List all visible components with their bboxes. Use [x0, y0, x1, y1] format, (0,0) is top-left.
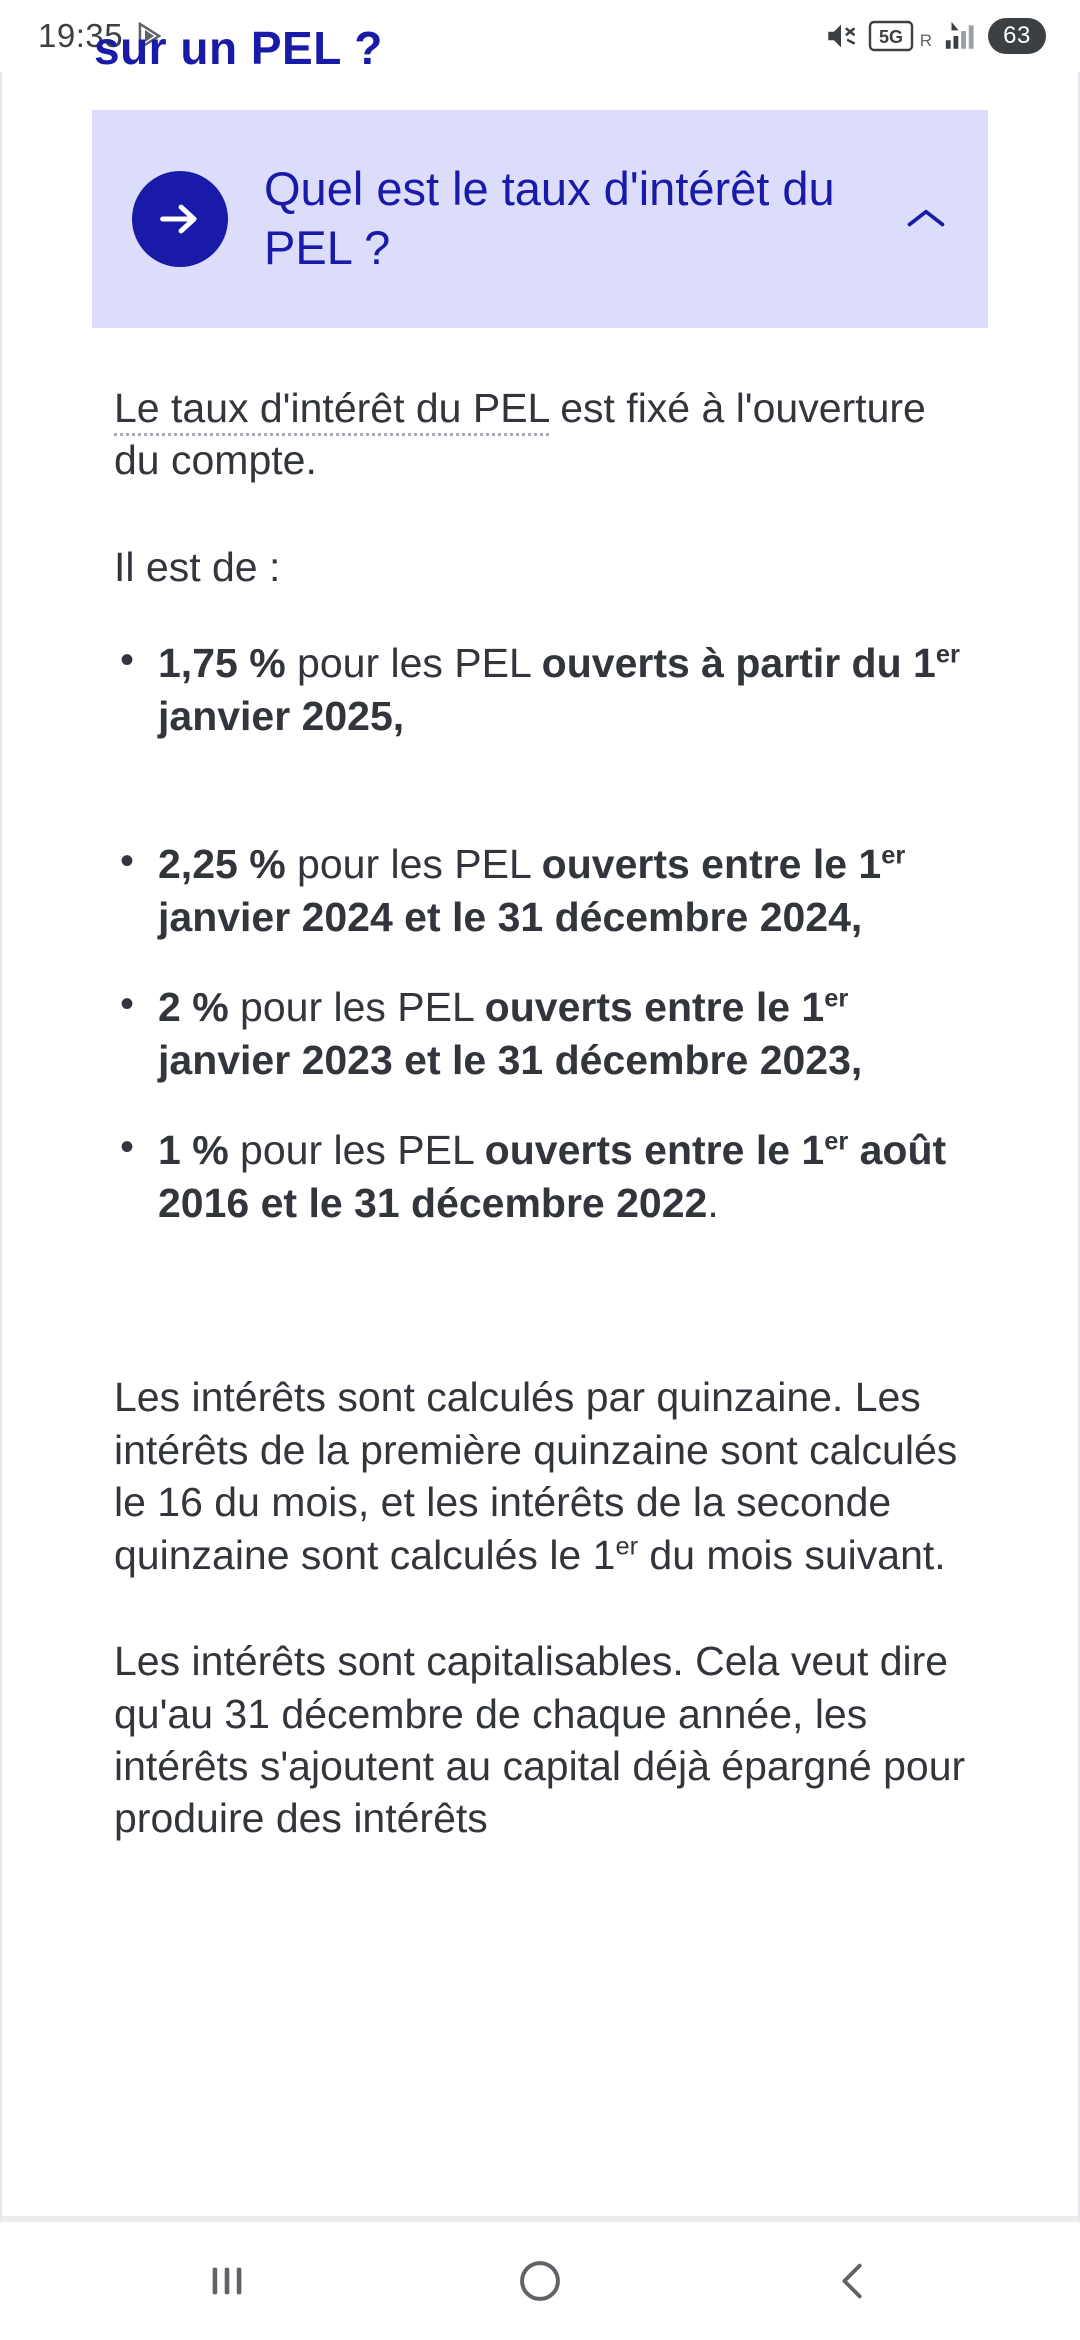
- home-button[interactable]: [480, 2222, 600, 2340]
- rate-sup-1: er: [935, 640, 960, 669]
- rate-period-2: janvier 2023 et le 31 décembre 2023,: [158, 1036, 863, 1083]
- rate-period-1: ouverts à partir du 1: [541, 640, 936, 687]
- battery-badge: 63: [988, 18, 1046, 54]
- home-circle-icon: [515, 2256, 565, 2306]
- accordion-header-taux-interet[interactable]: [92, 110, 988, 328]
- paragraph-lead-in: Il est de :: [114, 543, 281, 590]
- rate-value: 2,25 %: [158, 841, 286, 888]
- recents-button[interactable]: [167, 2222, 287, 2340]
- page-content: [2, 20, 1078, 1845]
- rate-mid: pour les PEL: [285, 640, 542, 687]
- paragraph-intro: [114, 382, 966, 487]
- rate-period-2: janvier 2024 et le 31 décembre 2024,: [158, 893, 863, 940]
- rate-period-1: ouverts entre le 1: [541, 841, 882, 888]
- list-item: [114, 838, 966, 943]
- rate-period-1: ouverts entre le 1: [484, 984, 825, 1031]
- page-title: sur un PEL ?: [94, 22, 383, 74]
- rate-period-2: janvier 2025,: [158, 692, 405, 739]
- list-item: [114, 637, 966, 742]
- rate-period-2: août 2016 et le 31 décembre 2022: [158, 1127, 947, 1226]
- paragraph-quinzaine-sup: er: [615, 1531, 639, 1560]
- rate-period-end: .: [707, 1179, 719, 1226]
- rate-mid: pour les PEL: [285, 841, 542, 888]
- rate-value: 1,75 %: [158, 640, 286, 687]
- paragraph-quinzaine-text: Les intérêts sont calculés par quinzaine. Les intérêts de la première quinzaine sont calculés le 16 du mois, et les intérêts de la seconde quinzaine sont calculés le 1: [114, 1374, 958, 1578]
- rate-sup-1: er: [824, 984, 849, 1013]
- rates-list: [114, 637, 966, 1229]
- rate-mid: pour les PEL: [228, 984, 485, 1031]
- paragraph-quinzaine: [114, 1371, 966, 1581]
- paragraph-intro-tail: est fixé à l'ouverture du compte.: [114, 385, 926, 484]
- article-body: [2, 382, 1078, 1845]
- rate-value: 1 %: [158, 1127, 229, 1174]
- rate-period-1: ouverts entre le 1: [484, 1127, 825, 1174]
- list-item: [114, 1124, 966, 1229]
- tooltip-term-taux-interet[interactable]: Le taux d'intérêt du PEL: [114, 385, 549, 436]
- back-button[interactable]: [793, 2222, 913, 2340]
- paragraph-capitalisation: Les intérêts sont capitalisables. Cela veut dire qu'au 31 décembre de chaque année, les intérêts s'ajoutent au capital déjà épargné pour produire des intérêts: [114, 1638, 966, 1842]
- accordion-title: Quel est le taux d'intérêt du PEL ?: [264, 162, 835, 274]
- page-bottom-edge: [2, 2216, 1078, 2222]
- spacer: [114, 1267, 966, 1323]
- system-nav-bar: [0, 2222, 1080, 2340]
- roaming-icon: R: [919, 31, 932, 50]
- rate-mid: pour les PEL: [228, 1127, 485, 1174]
- status-clock: 19:35: [38, 17, 124, 54]
- chevron-up-icon[interactable]: [894, 203, 958, 235]
- rate-sup-1: er: [824, 1127, 849, 1156]
- arrow-right-icon: [132, 171, 228, 267]
- rate-value: 2 %: [158, 984, 229, 1031]
- list-item: [114, 981, 966, 1086]
- recents-icon: [204, 2258, 250, 2304]
- svg-text:5G: 5G: [878, 27, 903, 47]
- rate-sup-1: er: [881, 841, 906, 870]
- paragraph-quinzaine-tail: du mois suivant.: [638, 1531, 946, 1578]
- back-chevron-icon: [830, 2258, 876, 2304]
